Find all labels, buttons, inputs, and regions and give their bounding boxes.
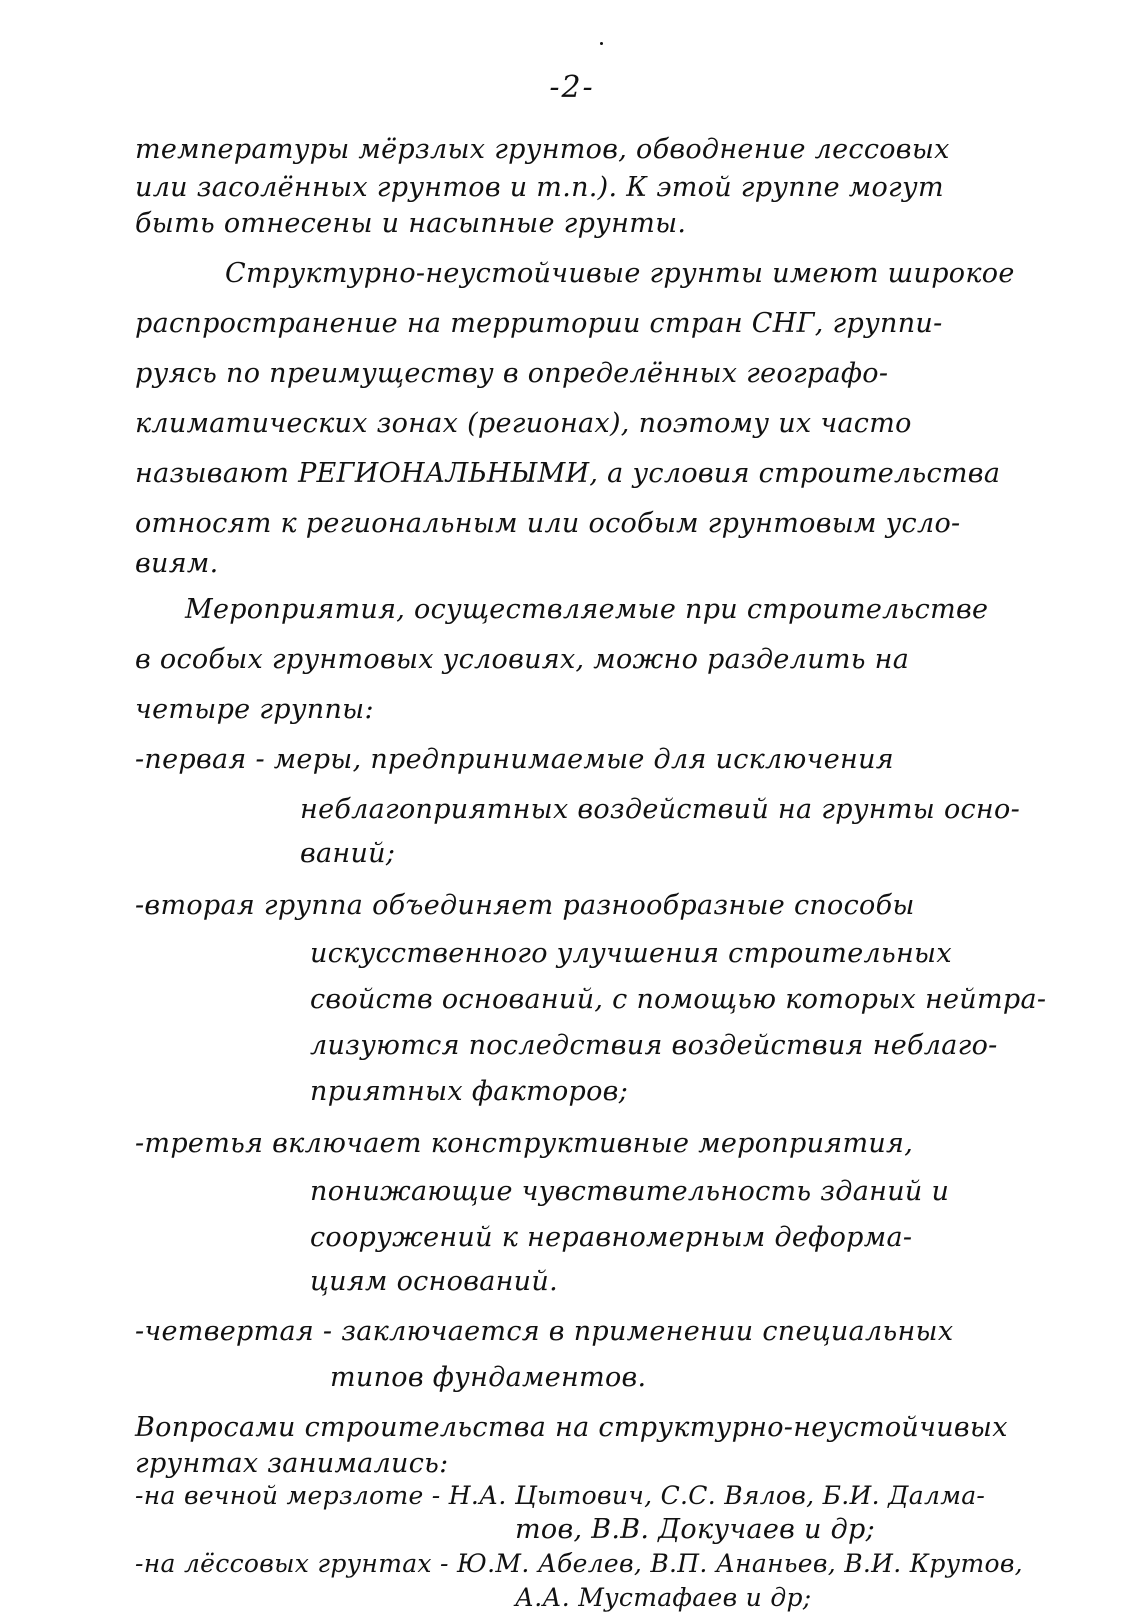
text-line-13: четыре группы: — [135, 694, 374, 725]
text-line-26: -четвертая - заключается в применении специальных — [135, 1316, 954, 1347]
page-number: -2- — [549, 70, 595, 105]
scan-speck — [600, 42, 603, 45]
text-line-14: -первая - меры, предпринимаемые для исключения — [135, 744, 894, 775]
text-line-25: циям оснований. — [310, 1266, 558, 1297]
text-line-30: -на вечной мерзлоте - Н.А. Цытович, С.С. Вялов, Б.И. Далма- — [135, 1481, 986, 1510]
text-line-22: -третья включает конструктивные мероприятия, — [135, 1128, 914, 1159]
text-line-31: тов, В.В. Докучаев и др; — [515, 1514, 875, 1545]
text-line-23: понижающие чувствительность зданий и — [310, 1176, 950, 1207]
text-line-27: типов фундаментов. — [330, 1362, 647, 1393]
text-line-9: относят к региональным или особым грунтовым усло- — [135, 508, 961, 539]
text-line-11: Мероприятия, осуществляемые при строительстве — [185, 594, 989, 625]
text-line-4: Структурно-неустойчивые грунты имеют широкое — [225, 258, 1015, 289]
text-line-21: приятных факторов; — [310, 1076, 629, 1107]
text-line-10: виям. — [135, 548, 219, 579]
text-line-6: руясь по преимуществу в определённых географо- — [135, 358, 889, 389]
text-line-18: искусственного улучшения строительных — [310, 938, 952, 969]
text-line-24: сооружений к неравномерным деформа- — [310, 1222, 913, 1253]
text-line-32: -на лёссовых грунтах - Ю.М. Абелев, В.П. Ананьев, В.И. Крутов, — [135, 1549, 1023, 1578]
text-line-3: быть отнесены и насыпные грунты. — [135, 208, 687, 239]
text-line-7: климатических зонах (регионах), поэтому их часто — [135, 408, 912, 439]
text-line-20: лизуются последствия воздействия неблаго- — [310, 1030, 998, 1061]
text-line-15: неблагоприятных воздействий на грунты осно- — [300, 794, 1020, 825]
text-line-19: свойств оснований, с помощью которых нейтра- — [310, 984, 1047, 1015]
text-line-12: в особых грунтовых условиях, можно разделить на — [135, 644, 910, 675]
text-line-8: называют РЕГИОНАЛЬНЫМИ, а условия строительства — [135, 458, 1001, 489]
text-line-16: ваний; — [300, 838, 396, 869]
text-line-5: распространение на территории стран СНГ, группи- — [135, 308, 943, 339]
text-line-1: температуры мёрзлых грунтов, обводнение лессовых — [135, 134, 950, 165]
text-line-29: грунтах занимались: — [135, 1448, 449, 1479]
text-line-28: Вопросами строительства на структурно-неустойчивых — [135, 1412, 1008, 1443]
text-line-2: или засолённых грунтов и т.п.). К этой группе могут — [135, 172, 944, 203]
text-line-17: -вторая группа объединяет разнообразные способы — [135, 890, 915, 921]
text-line-33: А.А. Мустафаев и др; — [515, 1583, 812, 1612]
